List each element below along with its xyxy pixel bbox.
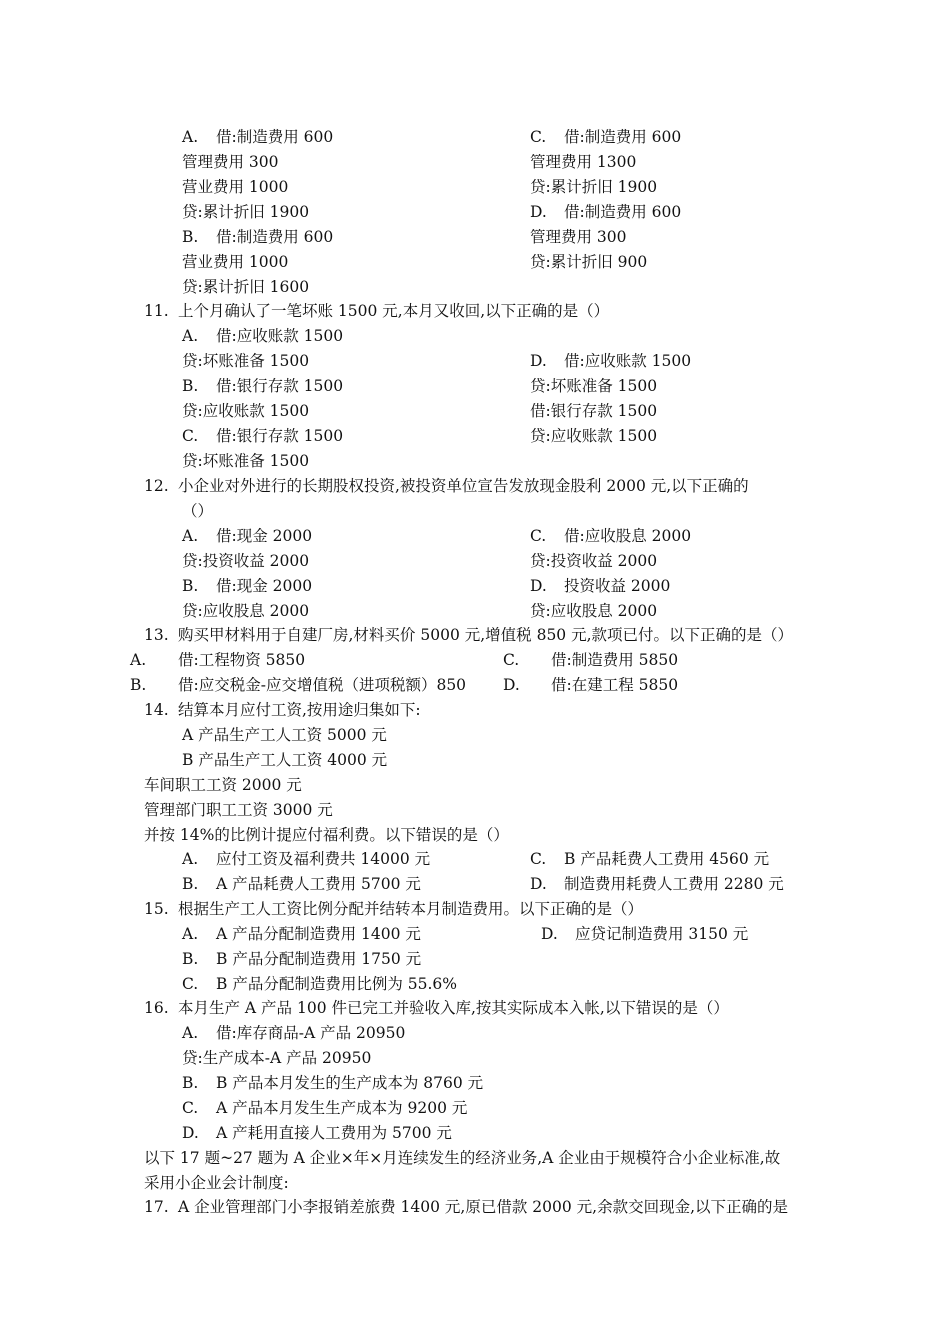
q12-stem: 12. 小企业对外进行的长期股权投资,被投资单位宣告发放现金股利 2000 元,以下正确的 — [144, 477, 749, 495]
q14-option-a: A. 应付工资及福利费共 14000 元 — [182, 850, 431, 868]
q12-option-b: B. 借:现金 2000 — [182, 577, 313, 595]
q14-stem: 14. 结算本月应付工资,按用途归集如下: — [144, 701, 421, 719]
q10-option-b-line: 营业费用 1000 — [182, 253, 289, 271]
q13-option-d: D. 借:在建工程 5850 — [503, 676, 679, 694]
q11-option-d: D. 借:应收账款 1500 — [530, 352, 692, 370]
q11-stem: 11. 上个月确认了一笔坏账 1500 元,本月又收回,以下正确的是（） — [144, 302, 610, 320]
q10-option-b: B. 借:制造费用 600 — [182, 228, 334, 246]
q14-option-d: D. 制造费用耗费人工费用 2280 元 — [530, 875, 784, 893]
q10-option-c-line: 贷:累计折旧 1900 — [530, 178, 658, 196]
q12-option-a: A. 借:现金 2000 — [182, 527, 313, 545]
q14-detail-line: A 产品生产工人工资 5000 元 — [182, 726, 387, 744]
q14-question-line: 并按 14%的比例计提应付福利费。以下错误的是（） — [144, 826, 509, 844]
q12-option-d: D. 投资收益 2000 — [530, 577, 671, 595]
q14-option-b: B. A 产品耗费人工费用 5700 元 — [182, 875, 421, 893]
q14-detail-line: B 产品生产工人工资 4000 元 — [182, 751, 388, 769]
q11-option-b: B. 借:银行存款 1500 — [182, 377, 344, 395]
q16-stem: 16. 本月生产 A 产品 100 件已完工并验收入库,按其实际成本入帐,以下错误的是（） — [144, 999, 729, 1017]
q13-option-b: B. 借:应交税金-应交增值税（进项税额）850 — [130, 676, 467, 694]
q10-option-d-line: 管理费用 300 — [530, 228, 627, 246]
q13-stem: 13. 购买甲材料用于自建厂房,材料买价 5000 元,增值税 850 元,款项已付。以下正确的是（） — [144, 626, 794, 644]
q14-detail-line: 管理部门职工工资 3000 元 — [144, 801, 333, 819]
intro-paragraph-line: 以下 17 题~27 题为 A 企业×年×月连续发生的经济业务,A 企业由于规模符合小企业标准,故 — [144, 1149, 781, 1167]
q11-option-a: A. 借:应收账款 1500 — [182, 327, 344, 345]
q14-detail-line: 车间职工工资 2000 元 — [144, 776, 302, 794]
q16-option-a: A. 借:库存商品-A 产品 20950 — [182, 1024, 406, 1042]
q15-stem: 15. 根据生产工人工资比例分配并结转本月制造费用。以下正确的是（） — [144, 900, 644, 918]
q12-option-c-line: 贷:投资收益 2000 — [530, 552, 658, 570]
q10-option-c-line: 管理费用 1300 — [530, 153, 637, 171]
q11-option-d-line: 贷:坏账准备 1500 — [530, 377, 658, 395]
q10-option-a-line: 贷:累计折旧 1900 — [182, 203, 310, 221]
q10-option-a: A. 借:制造费用 600 — [182, 128, 334, 146]
q15-option-a: A. A 产品分配制造费用 1400 元 — [182, 925, 421, 943]
q16-option-a-line: 贷:生产成本-A 产品 20950 — [182, 1049, 372, 1067]
q16-option-c: C. A 产品本月发生生产成本为 9200 元 — [182, 1099, 468, 1117]
q17-stem: 17. A 企业管理部门小李报销差旅费 1400 元,原已借款 2000 元,余款交回现金,以下正确的是 — [144, 1198, 789, 1216]
q12-option-d-line: 贷:应收股息 2000 — [530, 602, 658, 620]
q15-option-c: C. B 产品分配制造费用比例为 55.6% — [182, 975, 457, 993]
q12-option-c: C. 借:应收股息 2000 — [530, 527, 692, 545]
q15-option-d: D. 应贷记制造费用 3150 元 — [541, 925, 749, 943]
intro-paragraph-line: 采用小企业会计制度: — [144, 1174, 289, 1192]
q10-option-b-line: 贷:累计折旧 1600 — [182, 278, 310, 296]
q11-option-d-line: 贷:应收账款 1500 — [530, 427, 658, 445]
q12-option-a-line: 贷:投资收益 2000 — [182, 552, 310, 570]
q12-option-b-line: 贷:应收股息 2000 — [182, 602, 310, 620]
q11-option-c: C. 借:银行存款 1500 — [182, 427, 344, 445]
q16-option-d: D. A 产耗用直接人工费用为 5700 元 — [182, 1124, 452, 1142]
q10-option-d-line: 贷:累计折旧 900 — [530, 253, 648, 271]
q15-option-b: B. B 产品分配制造费用 1750 元 — [182, 950, 422, 968]
q12-stem-cont: （） — [182, 502, 214, 520]
q10-option-a-line: 营业费用 1000 — [182, 178, 289, 196]
q16-option-b: B. B 产品本月发生的生产成本为 8760 元 — [182, 1074, 484, 1092]
q11-option-c-line: 贷:坏账准备 1500 — [182, 452, 310, 470]
q13-option-a: A. 借:工程物资 5850 — [130, 651, 306, 669]
q10-option-d: D. 借:制造费用 600 — [530, 203, 682, 221]
q11-option-d-line: 借:银行存款 1500 — [530, 402, 658, 420]
q10-option-c: C. 借:制造费用 600 — [530, 128, 682, 146]
q10-option-a-line: 管理费用 300 — [182, 153, 279, 171]
q11-option-a-line: 贷:坏账准备 1500 — [182, 352, 310, 370]
q13-option-c: C. 借:制造费用 5850 — [503, 651, 679, 669]
q11-option-b-line: 贷:应收账款 1500 — [182, 402, 310, 420]
q14-option-c: C. B 产品耗费人工费用 4560 元 — [530, 850, 770, 868]
